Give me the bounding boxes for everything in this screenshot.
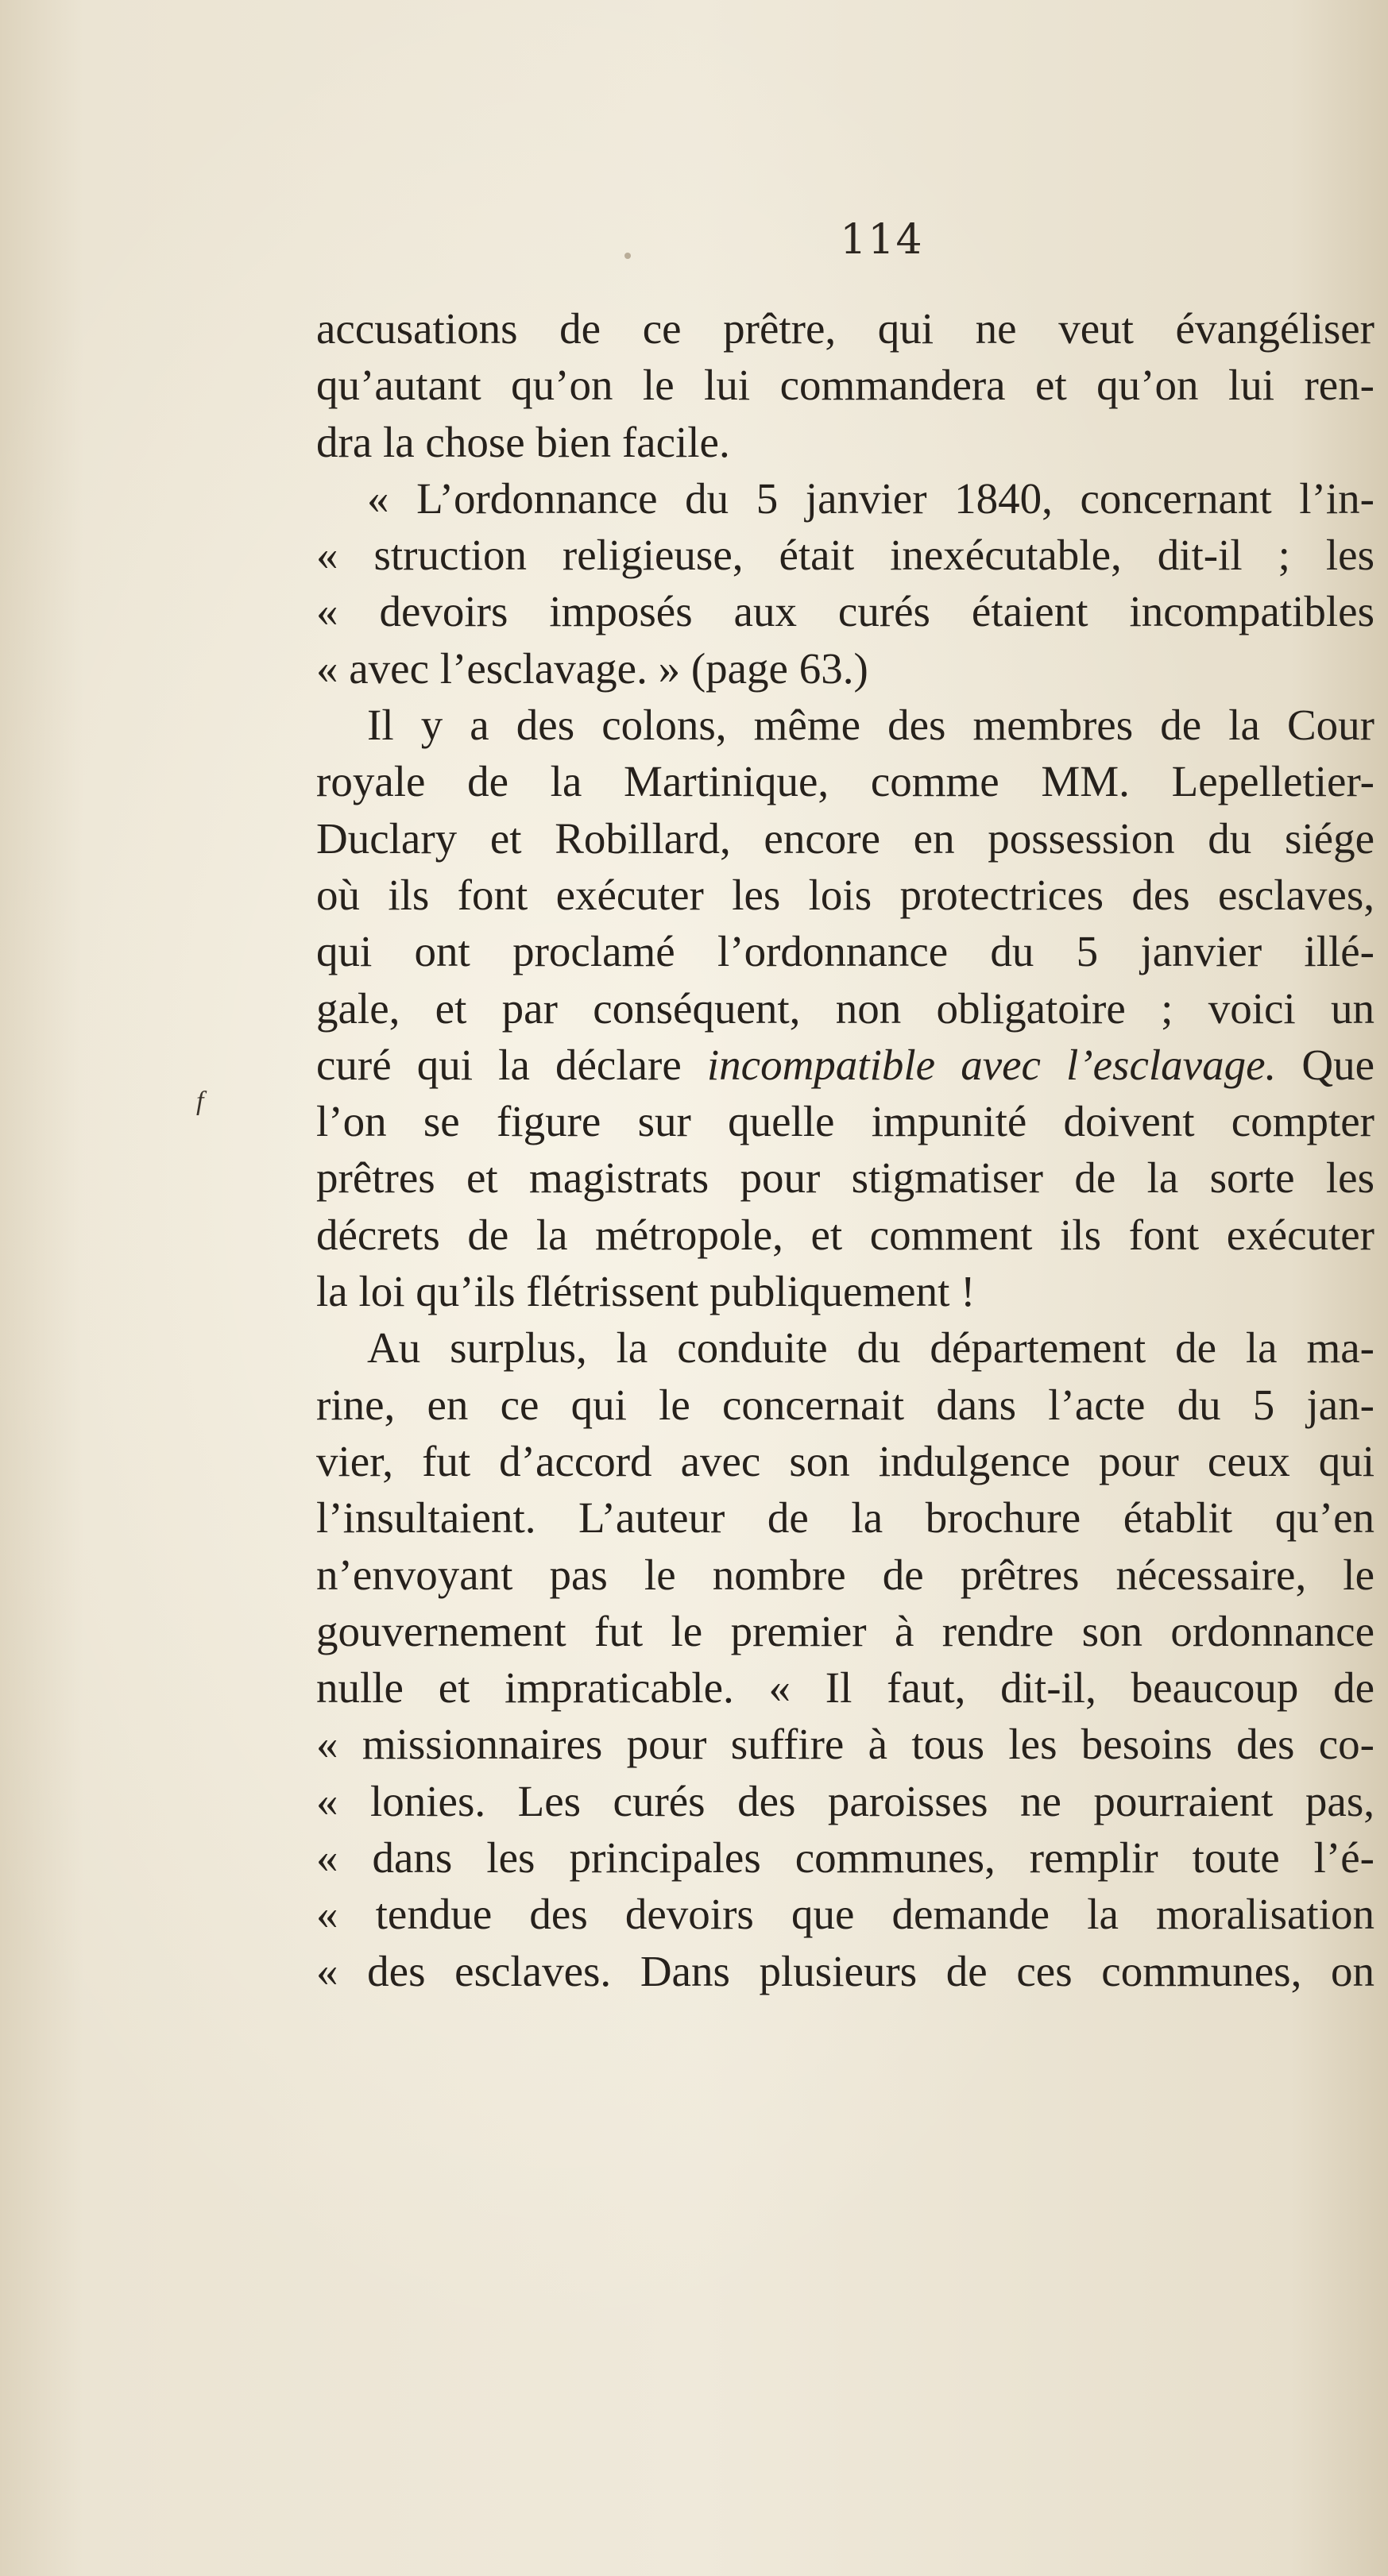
text-line: « tendue des devoirs que demande la moralisation (316, 1890, 1374, 1939)
text-line: gouvernement fut le premier à rendre son ordonnance (316, 1606, 1374, 1655)
italic-phrase: incompatible avec l’esclavage. (706, 1040, 1277, 1089)
text-line: Il y a des colons, même des membres de la Cour (367, 701, 1374, 750)
text-line: nulle et impraticable. « Il faut, dit-il, beaucoup de (316, 1663, 1374, 1713)
text-line-with-italic (316, 1037, 1374, 1093)
text-line: Au surplus, la conduite du département de la ma- (367, 1323, 1374, 1373)
text-line: qu’autant qu’on le lui commandera et qu’on lui ren- (316, 361, 1374, 410)
text-line: « des esclaves. Dans plusieurs de ces communes, on (316, 1946, 1374, 1995)
body-text (316, 300, 1374, 1999)
text-line: qui ont proclamé l’ordonnance du 5 janvier illé- (316, 927, 1374, 976)
text-line: la loi qu’ils flétrissent publiquement ! (316, 1267, 976, 1316)
text-line: « struction religieuse, était inexécutable, dit-il ; les (316, 531, 1374, 580)
text-line: royale de la Martinique, comme MM. Lepelletier- (316, 757, 1374, 806)
text-line: « L’ordonnance du 5 janvier 1840, concernant l’in- (367, 473, 1374, 523)
line-13-after: Que (1276, 1040, 1374, 1089)
text-line: Duclary et Robillard, encore en possession du siége (316, 813, 1374, 863)
text-line: l’on se figure sur quelle impunité doivent compter (316, 1097, 1374, 1146)
margin-mark: f (196, 1087, 204, 1116)
line-13-before: curé qui la déclare (316, 1040, 707, 1089)
text-line: « devoirs imposés aux curés étaient incompatibles (316, 587, 1374, 636)
text-line: où ils font exécuter les lois protectrices des esclaves, (316, 870, 1374, 919)
text-line: rine, en ce qui le concernait dans l’acte du 5 jan- (316, 1380, 1374, 1429)
page-number: 114 (840, 216, 924, 264)
text-line: l’insultaient. L’auteur de la brochure établit qu’en (316, 1493, 1374, 1543)
text-line: gale, et par conséquent, non obligatoire ; voici un (316, 983, 1374, 1033)
text-line: « missionnaires pour suffire à tous les besoins des co- (316, 1720, 1374, 1769)
text-line: « lonies. Les curés des paroisses ne pourraient pas, (316, 1776, 1374, 1825)
text-line: accusations de ce prêtre, qui ne veut évangéliser (316, 304, 1374, 353)
text-line: « dans les principales communes, remplir toute l’é- (316, 1833, 1374, 1883)
text-line: décrets de la métropole, et comment ils font exécuter (316, 1210, 1374, 1259)
text-line: vier, fut d’accord avec son indulgence pour ceux qui (316, 1436, 1374, 1485)
text-line: n’envoyant pas le nombre de prêtres nécessaire, le (316, 1550, 1374, 1599)
text-line: dra la chose bien facile. (316, 417, 730, 466)
text-line: « avec l’esclavage. » (page 63.) (316, 643, 868, 693)
text-line: prêtres et magistrats pour stigmatiser de la sorte les (316, 1153, 1374, 1203)
